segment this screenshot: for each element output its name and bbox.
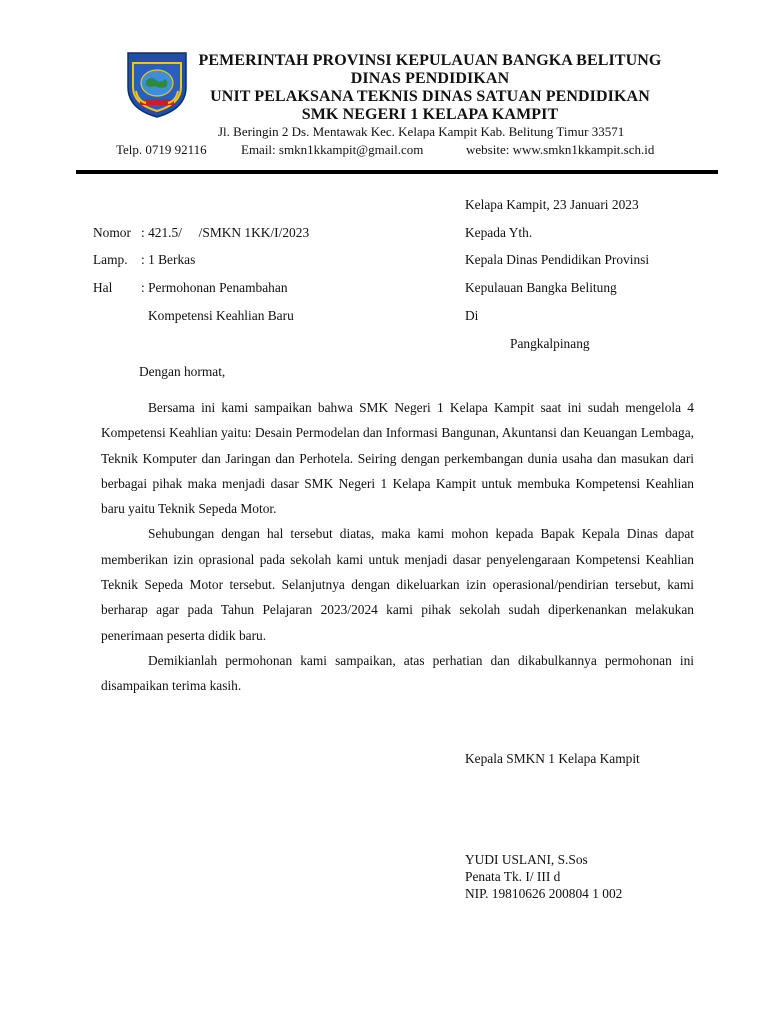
signatory-nip: NIP. 19810626 200804 1 002 (465, 886, 623, 901)
hal-value-continued: Kompetensi Keahlian Baru (148, 308, 294, 323)
greeting: Dengan hormat, (139, 364, 226, 379)
place-date: Kelapa Kampit, 23 Januari 2023 (465, 197, 639, 212)
letterhead-phone: Telp. 0719 92116 (116, 142, 207, 157)
lamp-value: : 1 Berkas (141, 252, 196, 267)
hal-label: Hal (93, 280, 113, 295)
recipient-line-2: Kepala Dinas Pendidikan Provinsi (465, 252, 650, 267)
paragraph-1: Bersama ini kami sampaikan bahwa SMK Negeri 1 Kelapa Kampit saat ini sudah mengelola 4 Kompetensi Keahlian yaitu: Desain Permodelan dan Informasi Bangunan, Akuntansi dan Keuangan Lembaga, Teknik Komputer dan Jaringan dan Perhotela. Seiring dengan perkembangan dunia usaha dan masukan dari berbagai pihak maka menjadi dasar SMK Negeri 1 Kelapa Kampit untuk membuka Kompetensi Keahlian baru yaitu Teknik Sepeda Motor. (101, 400, 694, 517)
nomor-value: : 421.5/ /SMKN 1KK/I/2023 (141, 225, 310, 240)
recipient-line-4: Di (465, 308, 479, 323)
letterhead-line-2: DINAS PENDIDIKAN (350, 70, 510, 87)
province-logo-icon (124, 47, 190, 119)
letterhead-website: website: www.smkn1kkampit.sch.id (466, 142, 655, 157)
recipient-city: Pangkalpinang (510, 336, 590, 351)
hal-value: : Permohonan Penambahan (141, 280, 288, 295)
letterhead-divider (76, 170, 718, 174)
signatory-name: YUDI USLANI, S.Sos (465, 852, 588, 867)
letterhead-line-1: PEMERINTAH PROVINSI KEPULAUAN BANGKA BELITUNG (198, 52, 662, 69)
nomor-label: Nomor (93, 225, 131, 240)
recipient-line-3: Kepulauan Bangka Belitung (465, 280, 617, 295)
lamp-label: Lamp. (93, 252, 128, 267)
letterhead-line-3: UNIT PELAKSANA TEKNIS DINAS SATUAN PENDIDIKAN (210, 88, 650, 105)
letterhead-email: Email: smkn1kkampit@gmail.com (241, 142, 424, 157)
letterhead-line-4: SMK NEGERI 1 KELAPA KAMPIT (301, 106, 559, 123)
signature-title: Kepala SMKN 1 Kelapa Kampit (465, 751, 640, 766)
letter-body (101, 395, 694, 699)
letterhead-address: Jl. Beringin 2 Ds. Mentawak Kec. Kelapa Kampit Kab. Belitung Timur 33571 (218, 124, 625, 139)
paragraph-2: Sehubungan dengan hal tersebut diatas, maka kami mohon kepada Bapak Kepala Dinas dapat memberikan izin oprasional pada sekolah kami untuk menjadi dasar penyelengaraan Kompetensi Keahlian Teknik Sepeda Motor tersebut. Selanjutnya dengan dikeluarkan izin operasional/pendirian tersebut, kami berharap agar pada Tahun Pelajaran 2023/2024 kami pihak sekolah sudah diperkenankan melakukan penerimaan peserta didik baru. (101, 526, 694, 643)
recipient-line-1: Kepada Yth. (465, 225, 533, 240)
paragraph-3: Demikianlah permohonan kami sampaikan, atas perhatian dan dikabulkannya permohonan ini disampaikan terima kasih. (101, 652, 694, 694)
signatory-rank: Penata Tk. I/ III d (465, 869, 561, 884)
